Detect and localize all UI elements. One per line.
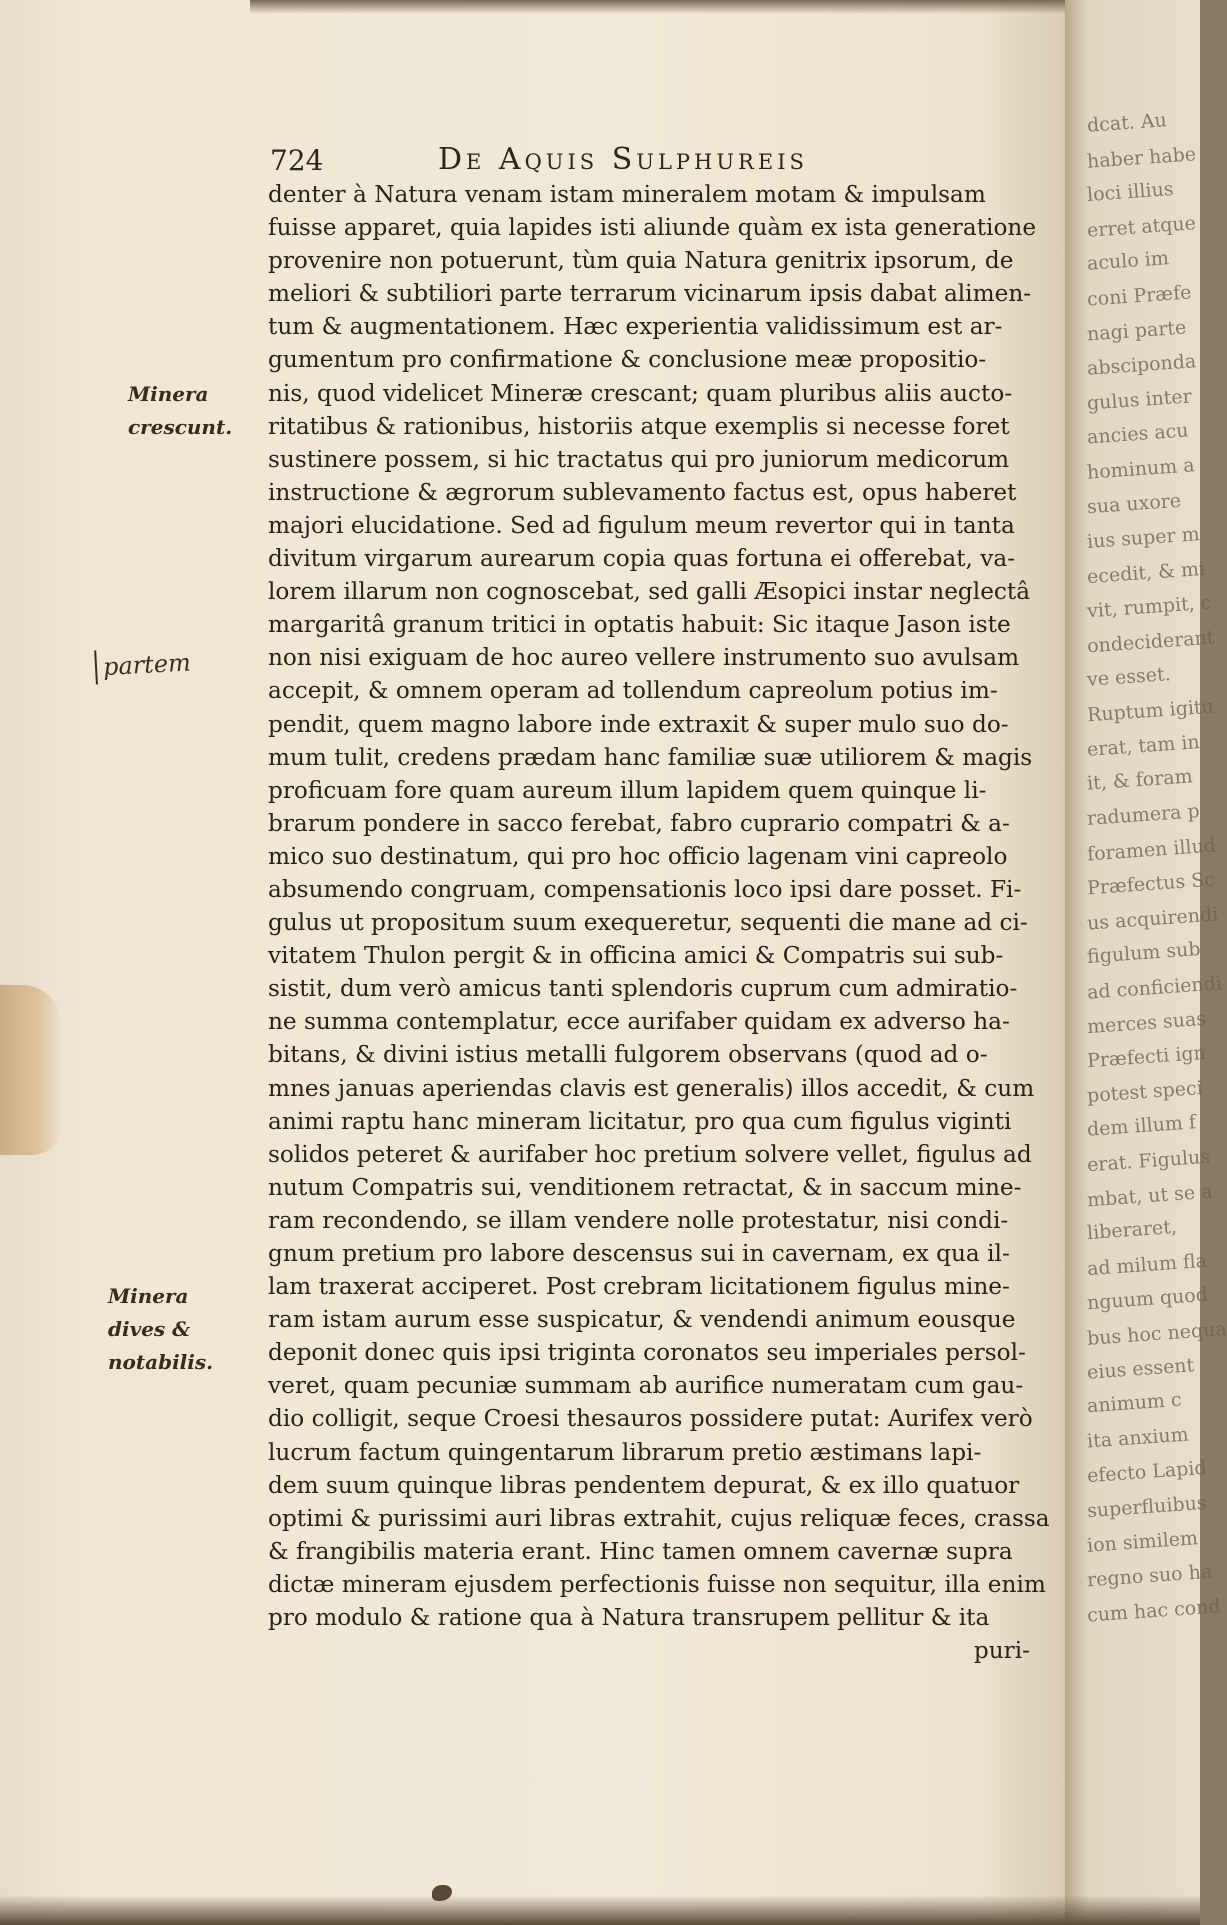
text-line: sistit, dum verò amicus tanti splendoris cuprum cum admiratio- bbox=[268, 975, 1018, 1003]
text-line: gulus ut propositum suum exequeretur, sequenti die mane ad ci- bbox=[268, 909, 1028, 937]
adjacent-page-fragment: bus hoc nequa bbox=[1086, 1318, 1227, 1350]
text-line: mum tulit, credens prædam hanc familiæ suæ utiliorem & magis bbox=[268, 743, 1033, 771]
margin-note-minera-dives bbox=[108, 1280, 213, 1379]
adjacent-page-fragment: loci illius bbox=[1086, 178, 1175, 207]
text-line: nis, quod videlicet Mineræ crescant; quam pluribus aliis aucto- bbox=[268, 379, 1013, 407]
handwritten-annotation: partem bbox=[94, 646, 191, 685]
text-line: ritatibus & rationibus, historiis atque exemplis si necesse foret bbox=[268, 412, 1010, 440]
adjacent-page-fragment: gulus inter bbox=[1086, 385, 1193, 415]
adjacent-page-fragment: foramen illud bbox=[1086, 834, 1217, 866]
adjacent-page-fragment: ita anxium bbox=[1086, 1423, 1190, 1453]
adjacent-page-fragment: merces suas bbox=[1086, 1007, 1207, 1038]
text-line: majori elucidatione. Sed ad figulum meum revertor qui in tanta bbox=[268, 511, 1015, 539]
adjacent-page-fragment: ion similem bbox=[1086, 1526, 1199, 1557]
catchword: puri- bbox=[973, 1637, 1030, 1665]
adjacent-page-fragment: ancies acu bbox=[1086, 419, 1190, 449]
adjacent-page-fragment: radumera p bbox=[1086, 800, 1201, 830]
margin-note-minera-crescunt bbox=[128, 378, 232, 444]
text-line: optimi & purissimi auri libras extrahit, cujus reliquæ feces, crassa bbox=[268, 1504, 1050, 1532]
margin-note-line: Minera bbox=[108, 1284, 189, 1308]
text-line: tum & augmentationem. Hæc experientia validissimum est ar- bbox=[268, 313, 1003, 341]
text-line: meliori & subtiliori parte terrarum vicinarum ipsis dabat alimen- bbox=[268, 280, 1032, 308]
top-page-shadow bbox=[250, 0, 1150, 14]
adjacent-page-fragment: ondeciderant bbox=[1086, 626, 1216, 658]
text-line: provenire non potuerunt, tùm quia Natura genitrix ipsorum, de bbox=[268, 247, 1014, 275]
adjacent-page-fragment: figulum sub bbox=[1086, 938, 1202, 969]
adjacent-page-fragment: nagi parte bbox=[1086, 316, 1187, 346]
text-line: fuisse apparet, quia lapides isti aliunde quàm ex ista generatione bbox=[268, 214, 1037, 242]
adjacent-page-fragment: erat, tam in bbox=[1086, 730, 1201, 761]
adjacent-page-fragment: potest speci bbox=[1086, 1076, 1204, 1107]
adjacent-page-fragment: absciponda bbox=[1086, 350, 1197, 380]
paper-repair-patch bbox=[0, 985, 62, 1155]
text-line: sustinere possem, si hic tractatus qui pro juniorum medicorum bbox=[268, 445, 1010, 473]
adjacent-page-fragment: Præfecti ign bbox=[1086, 1042, 1207, 1073]
adjacent-page-fragment: eius essent bbox=[1086, 1353, 1195, 1384]
adjacent-page-fragment: ad conficiendi bbox=[1086, 972, 1223, 1004]
text-line: non nisi exiguam de hoc aureo vellere instrumento suo avulsam bbox=[268, 644, 1020, 672]
text-line: vitatem Thulon pergit & in officina amici & Compatris sui sub- bbox=[268, 942, 1004, 970]
text-line: deponit donec quis ipsi triginta coronatos seu imperiales persol- bbox=[268, 1339, 1026, 1367]
adjacent-page-fragment: haber habe bbox=[1086, 142, 1197, 173]
text-line: divitum virgarum aurearum copia quas fortuna ei offerebat, va- bbox=[268, 545, 1016, 573]
text-line: pro modulo & ratione qua à Natura transrupem pellitur & ita bbox=[268, 1604, 990, 1632]
text-line: accepit, & omnem operam ad tollendum capreolum potius im- bbox=[268, 677, 998, 705]
text-line: veret, quam pecuniæ summam ab aurifice numeratam cum gau- bbox=[268, 1372, 1024, 1400]
adjacent-page-fragment: dem illum f bbox=[1086, 1111, 1197, 1142]
adjacent-page-fragment: aculo im bbox=[1086, 247, 1170, 276]
text-line: proficuam fore quam aureum illum lapidem quem quinque li- bbox=[268, 776, 987, 804]
text-line: pendit, quem magno labore inde extraxit & super mulo suo do- bbox=[268, 710, 1009, 738]
adjacent-page-fragment: animum c bbox=[1086, 1388, 1183, 1418]
text-line: & frangibilis materia erant. Hinc tamen omnem cavernæ supra bbox=[268, 1537, 1013, 1565]
text-line: margaritâ granum tritici in optatis habuit: Sic itaque Jason iste bbox=[268, 611, 1011, 639]
text-line: mnes januas aperiendas clavis est generalis) illos accedit, & cum bbox=[268, 1074, 1035, 1102]
body-text bbox=[268, 178, 1058, 1667]
adjacent-page-fragment: cum hac cond bbox=[1086, 1595, 1222, 1627]
adjacent-page-fragment: Præfectus Sc bbox=[1086, 868, 1216, 900]
text-line: solidos peteret & aurifaber hoc pretium solvere vellet, figulus ad bbox=[268, 1140, 1032, 1168]
text-line: lam traxerat acciperet. Post crebram licitationem figulus mine- bbox=[268, 1273, 1010, 1301]
adjacent-page-fragment: ve esset. bbox=[1086, 662, 1172, 691]
adjacent-page-fragment: us acquirendi bbox=[1086, 903, 1219, 935]
adjacent-page-fragment: dcat. Au bbox=[1086, 109, 1168, 137]
page-number: 724 bbox=[270, 144, 324, 177]
text-line: nutum Compatris sui, venditionem retractat, & in saccum mine- bbox=[268, 1173, 1022, 1201]
margin-note-line: dives & bbox=[108, 1317, 191, 1341]
adjacent-page-fragment: mbat, ut se a bbox=[1086, 1180, 1214, 1211]
text-line: dictæ mineram ejusdem perfectionis fuisse non sequitur, illa enim bbox=[268, 1570, 1046, 1598]
text-line: gnum pretium pro labore descensus sui in cavernam, ex qua il- bbox=[268, 1240, 1010, 1267]
adjacent-page-fragment: coni Præfe bbox=[1086, 281, 1193, 311]
adjacent-page-fragment: Ruptum igitu bbox=[1086, 695, 1215, 727]
adjacent-page-fragment: erat. Figulus bbox=[1086, 1145, 1211, 1177]
book-bottom-edge bbox=[0, 1895, 1200, 1925]
adjacent-page-fragment: it, & foram bbox=[1086, 765, 1194, 796]
adjacent-page-fragment: nguum quod bbox=[1086, 1284, 1209, 1315]
margin-note-line: notabilis. bbox=[108, 1350, 214, 1374]
text-line: absumendo congruam, compensationis loco ipsi dare posset. Fi- bbox=[268, 875, 1022, 903]
text-line: bitans, & divini istius metalli fulgorem observans (quod ad o- bbox=[268, 1041, 988, 1069]
adjacent-page-edge bbox=[1065, 0, 1227, 1925]
margin-note-line: crescunt. bbox=[128, 415, 233, 439]
adjacent-page-fragment: ecedit, & mi bbox=[1086, 557, 1206, 588]
adjacent-page-fragment: liberaret, bbox=[1086, 1216, 1178, 1245]
adjacent-page-fragment: vit, rumpit, c bbox=[1086, 592, 1213, 623]
text-line: instructione & ægrorum sublevamento factus est, opus haberet bbox=[268, 478, 1017, 506]
text-line: lucrum factum quingentarum librarum pretio æstimans lapi- bbox=[268, 1438, 982, 1466]
text-line: dem suum quinque libras pendentem depurat, & ex illo quatuor bbox=[268, 1471, 1020, 1499]
adjacent-page-fragment: ius super m bbox=[1086, 523, 1201, 554]
margin-note-line: Minera bbox=[128, 382, 209, 406]
adjacent-page-fragment: ad milum fla bbox=[1086, 1249, 1208, 1280]
text-line: ram istam aurum esse suspicatur, & vendendi animum eousque bbox=[268, 1306, 1016, 1334]
page-header bbox=[270, 140, 910, 180]
text-line: brarum pondere in sacco ferebat, fabro cuprario compatri & a- bbox=[268, 809, 1010, 837]
text-line: denter à Natura venam istam mineralem motam & impulsam bbox=[268, 181, 986, 208]
text-line: ne summa contemplatur, ecce aurifaber quidam ex adverso ha- bbox=[268, 1008, 1010, 1036]
adjacent-page-fragment: superfluibus bbox=[1086, 1491, 1208, 1523]
text-line: mico suo destinatum, qui pro hoc officio lagenam vini capreolo bbox=[268, 842, 1008, 870]
adjacent-page-fragment: sua uxore bbox=[1086, 489, 1182, 518]
text-line: ram recondendo, se illam vendere nolle protestatur, nisi condi- bbox=[268, 1206, 1009, 1234]
text-line: animi raptu hanc mineram licitatur, pro qua cum figulus viginti bbox=[268, 1107, 1012, 1135]
text-line: gumentum pro confirmatione & conclusione meæ propositio- bbox=[268, 346, 987, 374]
text-line: lorem illarum non cognoscebat, sed galli Æsopici instar neglectâ bbox=[268, 578, 1031, 606]
adjacent-page-fragment: erret atque bbox=[1086, 212, 1197, 242]
adjacent-page-fragment: regno suo ha bbox=[1086, 1560, 1213, 1592]
text-line: dio colligit, seque Croesi thesauros possidere putat: Aurifex verò bbox=[268, 1405, 1033, 1433]
adjacent-page-fragment: hominum a bbox=[1086, 454, 1196, 484]
adjacent-page-fragment: efecto Lapid bbox=[1086, 1457, 1208, 1488]
running-title: De Aquis Sulphureis bbox=[438, 142, 808, 177]
